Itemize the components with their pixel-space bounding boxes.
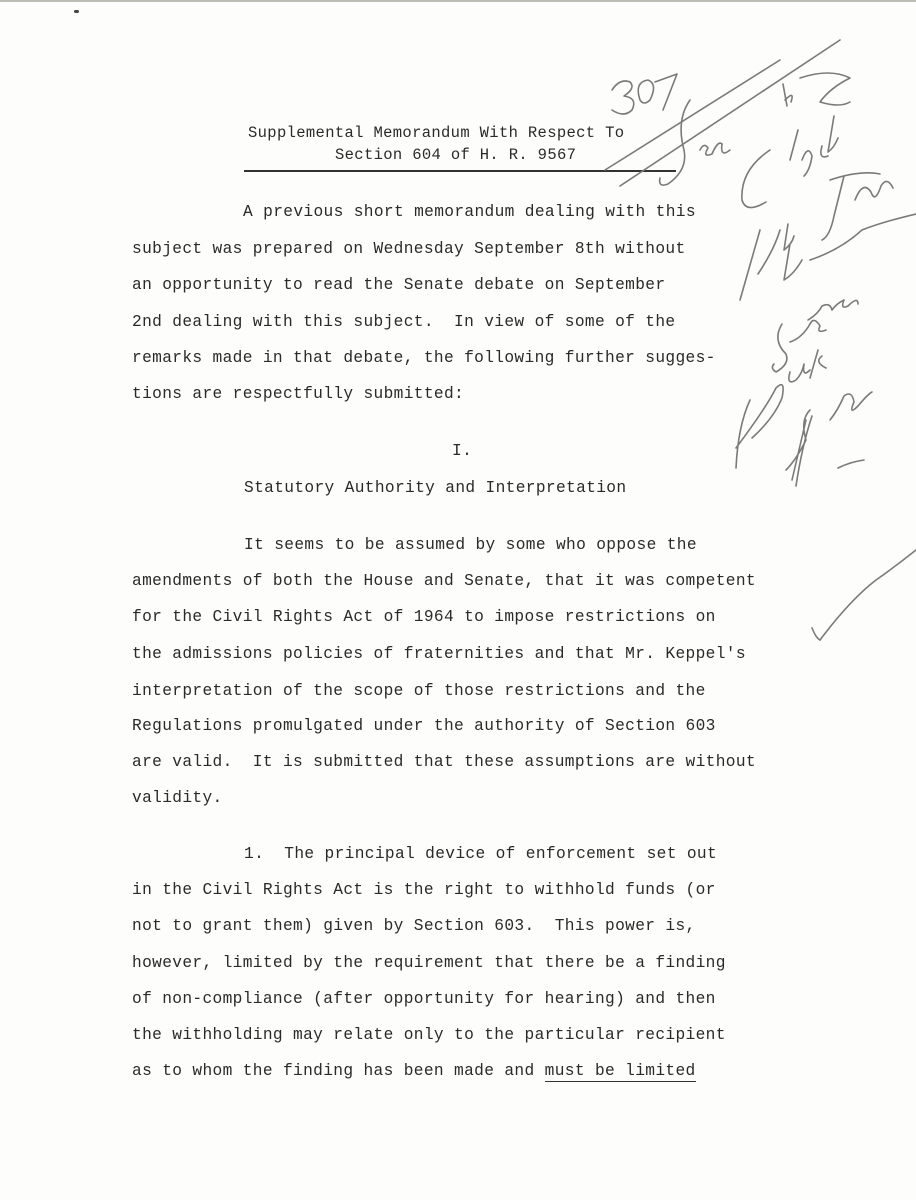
text-line: Regulations promulgated under the authority of Section 603 bbox=[132, 717, 716, 735]
text-line: an opportunity to read the Senate debate on September bbox=[132, 276, 666, 294]
memo-title-line-1: Supplemental Memorandum With Respect To bbox=[248, 124, 625, 142]
text-line: for the Civil Rights Act of 1964 to impose restrictions on bbox=[132, 608, 716, 626]
underlined-text: must be limited bbox=[544, 1062, 696, 1080]
text-line: tions are respectfully submitted: bbox=[132, 385, 465, 403]
text-line: the admissions policies of fraternities and that Mr. Keppel's bbox=[132, 645, 746, 663]
text-line: remarks made in that debate, the following further sugges- bbox=[132, 349, 716, 367]
text-line: A previous short memorandum dealing with this bbox=[243, 203, 696, 221]
text-line: however, limited by the requirement that there be a finding bbox=[132, 954, 726, 972]
text-line: 1. The principal device of enforcement set out bbox=[244, 845, 718, 863]
text-line: of non-compliance (after opportunity for hearing) and then bbox=[132, 990, 716, 1008]
text-run: as to whom the finding has been made and bbox=[132, 1062, 545, 1080]
section-number: I. bbox=[452, 442, 473, 460]
text-line: validity. bbox=[132, 789, 223, 807]
text-line: It seems to be assumed by some who oppose the bbox=[244, 536, 697, 554]
text-line: are valid. It is submitted that these assumptions are without bbox=[132, 753, 756, 771]
text-line: subject was prepared on Wednesday September 8th without bbox=[132, 240, 686, 258]
text-line: 2nd dealing with this subject. In view of some of the bbox=[132, 313, 676, 331]
memo-title-line-2: Section 604 of H. R. 9567 bbox=[335, 146, 577, 164]
section-heading: Statutory Authority and Interpretation bbox=[244, 479, 627, 497]
text-line: in the Civil Rights Act is the right to withhold funds (or bbox=[132, 881, 716, 899]
text-line: amendments of both the House and Senate, that it was competent bbox=[132, 572, 756, 590]
text-line: interpretation of the scope of those restrictions and the bbox=[132, 682, 706, 700]
text-line: not to grant them) given by Section 603. This power is, bbox=[132, 917, 696, 935]
text-line: the withholding may relate only to the particular recipient bbox=[132, 1026, 726, 1044]
